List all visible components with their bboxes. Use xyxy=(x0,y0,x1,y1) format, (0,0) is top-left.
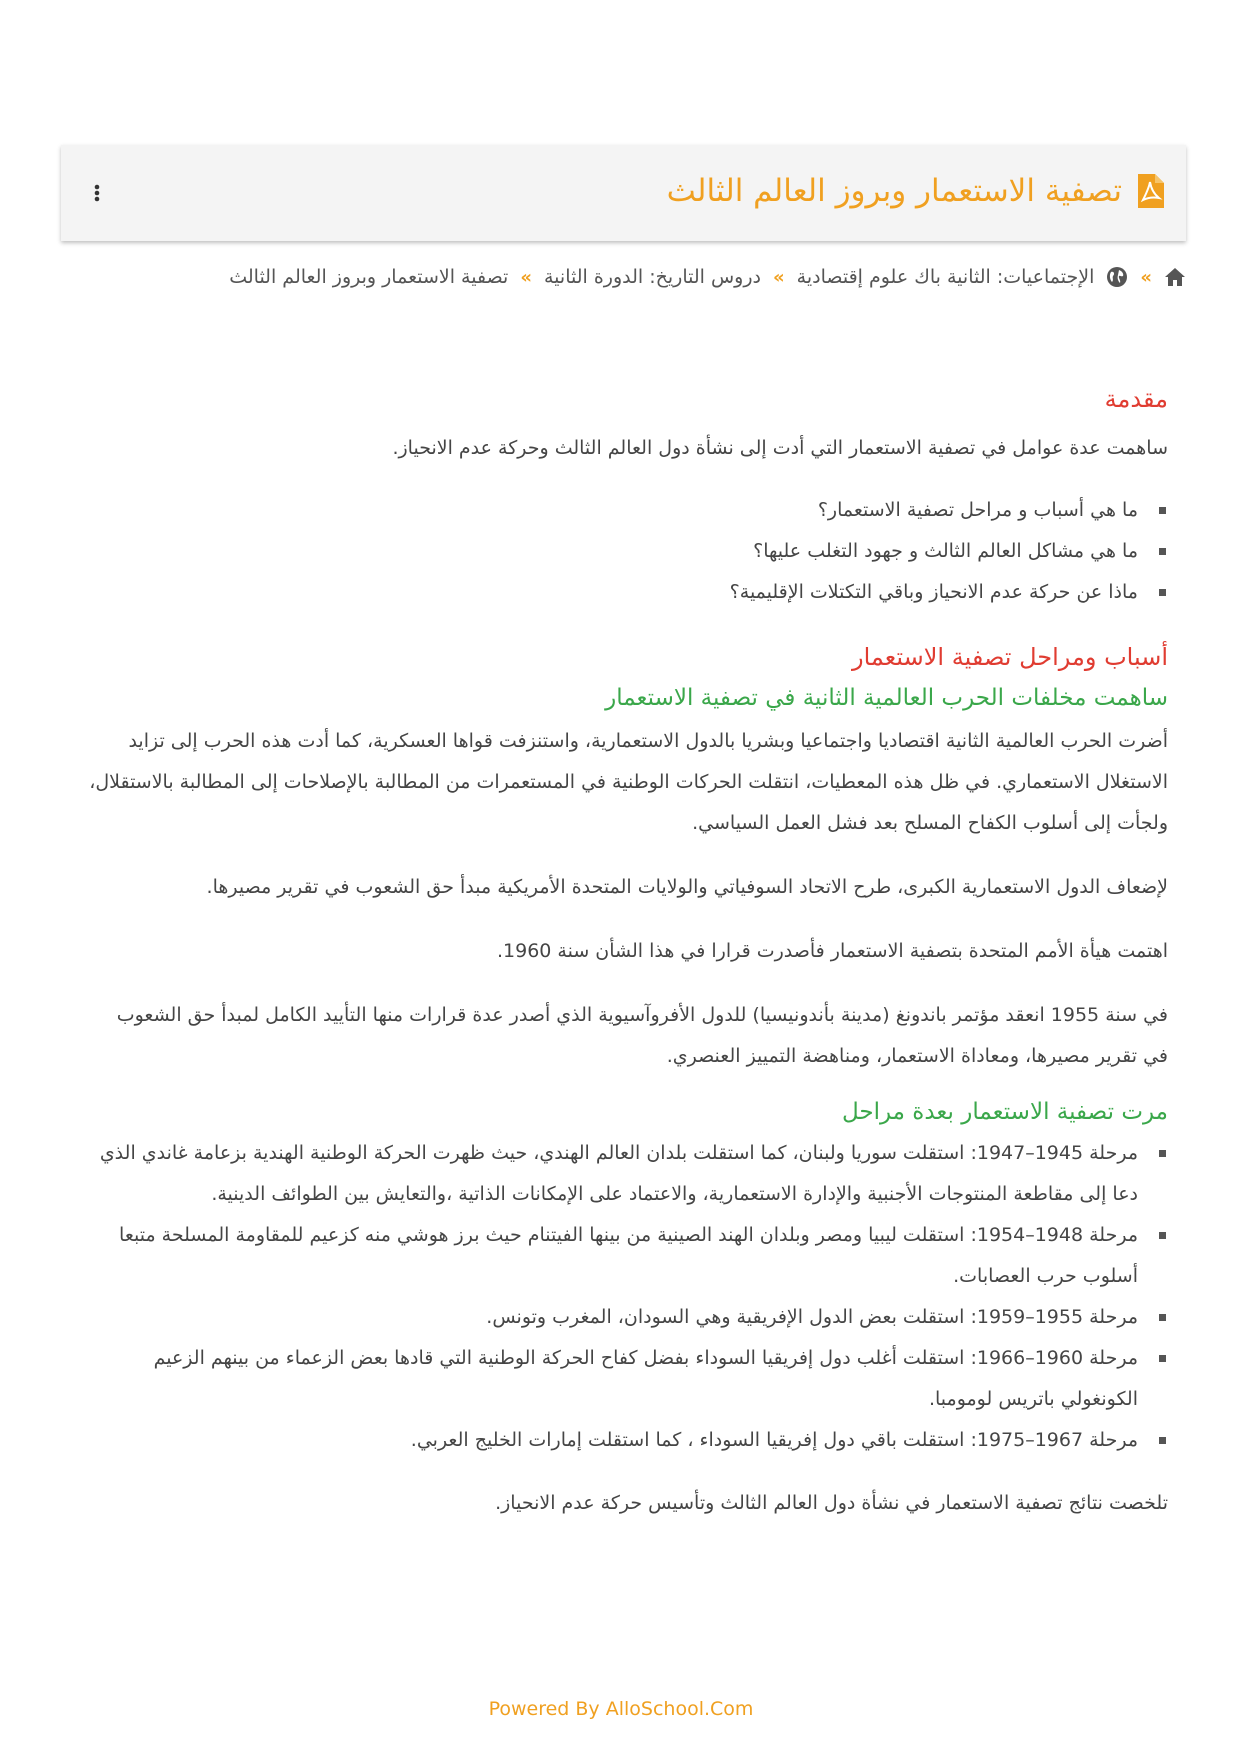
home-icon[interactable] xyxy=(1164,266,1186,288)
breadcrumb-separator: » xyxy=(773,266,785,288)
breadcrumb-separator: » xyxy=(1140,266,1152,288)
list-item: مرحلة 1967–1975: استقلت باقي دول إفريقيا السوداء ، كما استقلت إمارات الخليج العربي. xyxy=(88,1420,1138,1461)
list-item: مرحلة 1948–1954: استقلت ليبيا ومصر وبلدان الهند الصينية من بينها الفيتنام حيث برز هوشي منه كزعيم للمقاومة المسلحة متبعا أسلوب حرب العصابات. xyxy=(88,1215,1138,1297)
list-item: ماذا عن حركة عدم الانحياز وباقي التكتلات الإقليمية؟ xyxy=(88,572,1138,613)
page-title: تصفية الاستعمار وبروز العالم الثالث xyxy=(666,173,1122,209)
paragraph: في سنة 1955 انعقد مؤتمر باندونغ (مدينة بأندونيسيا) للدول الأفروآسيوية الذي أصدر عدة قرارات منها التأييد الكامل لمبدأ حق الشعوب في تقرير مصيرها، ومعاداة الاستعمار، ومناهضة التمييز العنصري. xyxy=(116,1004,1168,1067)
list-item: مرحلة 1955–1959: استقلت بعض الدول الإفريقية وهي السودان، المغرب وتونس. xyxy=(88,1297,1138,1338)
list-item: مرحلة 1945–1947: استقلت سوريا ولبنان، كما استقلت بلدان العالم الهندي، حيث ظهرت الحركة الوطنية الهندية بزعامة غاندي الذي دعا إلى مقاطعة المنتوجات الأجنبية والإدارة الاستعمارية، والاعتماد على الإمكانات الذاتية ،والتعايش بين الطوائف الدينية. xyxy=(88,1133,1138,1215)
breadcrumb-item-current: تصفية الاستعمار وبروز العالم الثالث xyxy=(229,266,509,288)
intro-heading: مقدمة xyxy=(1104,385,1168,413)
title-wrap xyxy=(667,173,1164,209)
list-item: ما هي مشاكل العالم الثالث و جهود التغلب عليها؟ xyxy=(88,531,1138,572)
subsection-heading: ساهمت مخلفات الحرب العالمية الثانية في تصفية الاستعمار xyxy=(605,685,1168,711)
conclusion-paragraph: تلخصت نتائج تصفية الاستعمار في نشأة دول العالم الثالث وتأسيس حركة عدم الانحياز. xyxy=(495,1492,1168,1514)
stages-heading: مرت تصفية الاستعمار بعدة مراحل xyxy=(841,1099,1168,1125)
paragraph: لإضعاف الدول الاستعمارية الكبرى، طرح الاتحاد السوفياتي والولايات المتحدة الأمريكية مبدأ حق الشعوب في تقرير مصيرها. xyxy=(206,876,1168,898)
article-content xyxy=(88,385,1168,1524)
page-header xyxy=(61,145,1186,241)
breadcrumb xyxy=(56,266,1186,288)
intro-questions-list xyxy=(88,490,1168,613)
pdf-file-icon xyxy=(1136,174,1164,208)
section-heading: أسباب ومراحل تصفية الاستعمار xyxy=(852,643,1168,671)
breadcrumb-item-subject[interactable]: الإجتماعيات: الثانية باك علوم إقتصادية xyxy=(796,266,1095,288)
list-item: ما هي أسباب و مراحل تصفية الاستعمار؟ xyxy=(88,490,1138,531)
list-item: مرحلة 1960–1966: استقلت أغلب دول إفريقيا السوداء بفضل كفاح الحركة الوطنية التي قادها بعض الزعماء من بينهم الزعيم الكونغولي باتريس لومومبا. xyxy=(88,1338,1138,1420)
globe-icon xyxy=(1106,266,1128,288)
breadcrumb-separator: » xyxy=(520,266,532,288)
stages-list xyxy=(88,1133,1168,1461)
paragraph: أضرت الحرب العالمية الثانية اقتصاديا واجتماعيا وبشريا بالدول الاستعمارية، واستنزفت قواها العسكرية، كما أدت هذه الحرب إلى تزايد الاستغلال الاستعماري. في ظل هذه المعطيات، انتقلت الحركات الوطنية في المستعمرات من المطالبة بالإصلاحات إلى المطالبة بالاستقلال، ولجأت إلى أسلوب الكفاح المسلح بعد فشل العمل السياسي. xyxy=(89,730,1168,834)
kebab-menu-icon[interactable] xyxy=(91,181,103,205)
paragraph: اهتمت هيأة الأمم المتحدة بتصفية الاستعمار فأصدرت قرارا في هذا الشأن سنة 1960. xyxy=(496,940,1168,962)
intro-paragraph: ساهمت عدة عوامل في تصفية الاستعمار التي أدت إلى نشأة دول العالم الثالث وحركة عدم الانحياز. xyxy=(392,437,1168,459)
footer-credit[interactable]: Powered By AlloSchool.Com xyxy=(488,1698,754,1720)
breadcrumb-item-lessons[interactable]: دروس التاريخ: الدورة الثانية xyxy=(544,266,761,288)
